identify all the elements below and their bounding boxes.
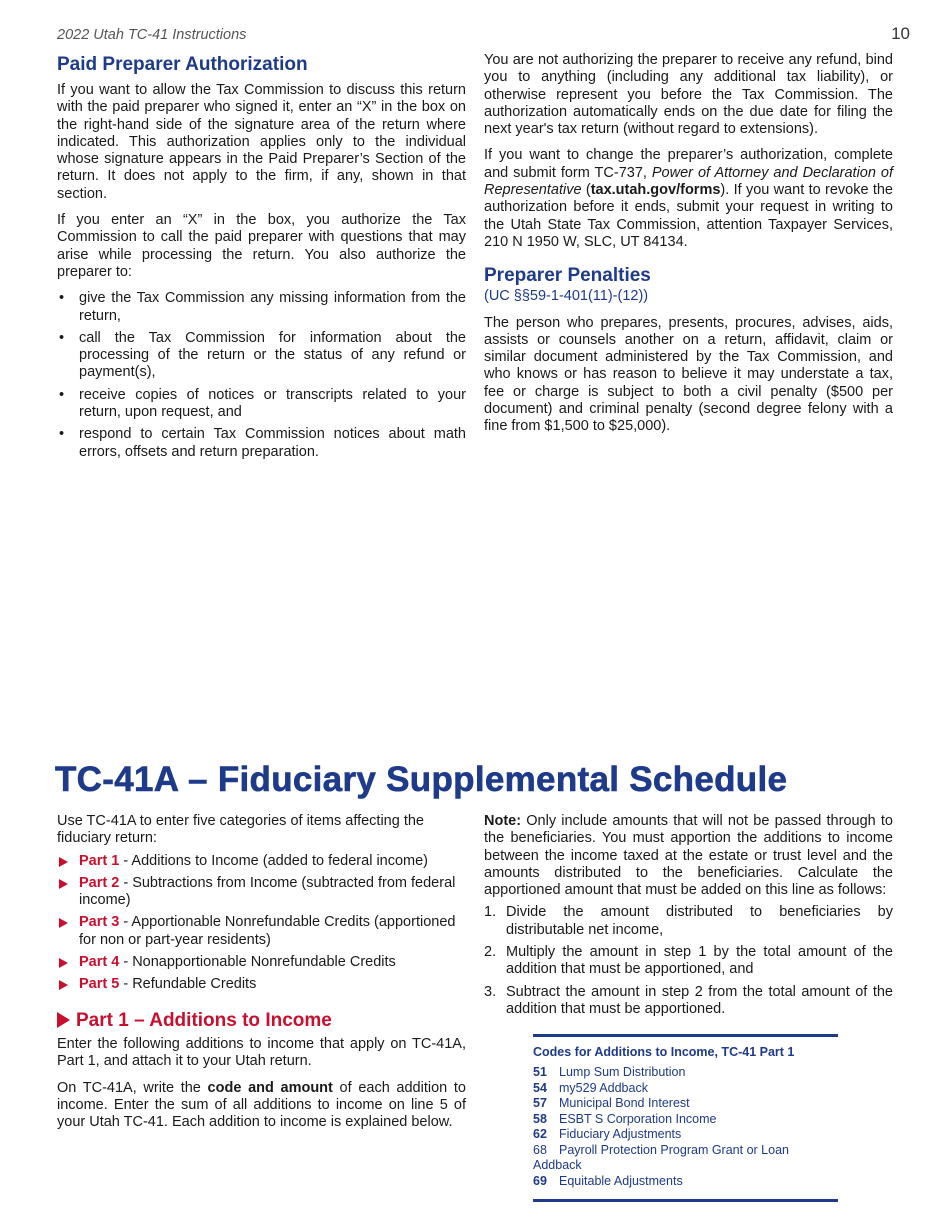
code-number: 58 (533, 1111, 547, 1126)
code-number: 62 (533, 1127, 547, 1141)
code-row (533, 1081, 838, 1097)
code-number: 57 (533, 1096, 547, 1110)
arrow-icon (59, 857, 68, 867)
list-item (484, 944, 893, 979)
part-label: Part 4 (79, 954, 120, 971)
code-label: Fiduciary Adjustments (559, 1127, 682, 1141)
list-item (484, 904, 893, 939)
code-number: 68 (533, 1142, 547, 1157)
code-label: Equitable Adjustments (559, 1173, 683, 1188)
right-top-column (484, 52, 893, 445)
code-row (533, 1143, 838, 1174)
codes-box (533, 1034, 838, 1202)
section-title: TC-41A – Fiduciary Supplemental Schedule (55, 760, 788, 799)
right-bottom-column (484, 813, 893, 1023)
codes-box-title: Codes for Additions to Income, TC-41 Part 1 (533, 1045, 795, 1059)
paragraph: The person who prepares, presents, procures, advises, aids, assists or counsels another on a return, affidavit, claim or similar document administered by the Tax Commission, and who knows or has reason to believe it may understate a tax, fee or charge is subject to both a civil penalty ($500 per document) and criminal penalty (second degree felony with a fine from $1,500 to $25,000). (484, 314, 893, 435)
paragraph: If you enter an “X” in the box, you authorize the Tax Commission to call the paid preparer with questions that may arise while processing the return. You also authorize the preparer to: (57, 212, 466, 280)
paragraph: You are not authorizing the preparer to receive any refund, bind you to anything (including any additional tax liability), or otherwise represent you before the Tax Commission. The authorization automatically ends on the due date for filing the next year's tax return (without regard to extensions). (484, 52, 893, 138)
list-item (57, 853, 466, 870)
forms-url: tax.utah.gov/forms (590, 182, 721, 199)
step-number: 2. (484, 944, 497, 961)
part-label: Part 1 (79, 852, 120, 869)
text-span: If you want to change the preparer’s authorization, complete and submit form TC-737, (484, 147, 893, 181)
document-header-title: 2022 Utah TC-41 Instructions (57, 27, 247, 43)
list-item (484, 984, 893, 1019)
arrow-icon (59, 879, 68, 889)
step-number: 3. (484, 983, 497, 1000)
list-item (57, 914, 466, 949)
authorization-bullet-list (57, 290, 466, 461)
part-label: Part 5 (79, 976, 120, 993)
code-row (533, 1065, 838, 1081)
part-text: - Nonapportionable Nonrefundable Credits (119, 954, 396, 971)
part-label: Part 2 (79, 874, 120, 891)
steps-list (484, 904, 893, 1018)
code-row (533, 1112, 838, 1128)
note-paragraph (484, 813, 893, 899)
text-span: On TC-41A, write the (57, 1079, 208, 1096)
paragraph (57, 1080, 466, 1132)
arrow-icon (59, 918, 68, 928)
list-item (57, 954, 466, 971)
preparer-penalties-heading: Preparer Penalties (484, 265, 651, 287)
part-text: - Subtractions from Income (subtracted from federal income) (79, 874, 456, 909)
list-item (57, 875, 466, 910)
code-row (533, 1127, 838, 1143)
note-text: Only include amounts that will not be passed through to the beneficiaries. You must apportion the additions to income between the income taxed at the estate or trust level and the amounts distributed to the beneficiaries. Calculate the apportioned amount that must be added on this line as follows: (484, 813, 893, 899)
list-item (57, 976, 466, 993)
part-label: Part 3 (79, 914, 120, 931)
code-label: ESBT S Corporation Income (559, 1111, 717, 1126)
code-label: Lump Sum Distribution (559, 1065, 686, 1079)
page-number: 10 (891, 24, 910, 43)
parts-list (57, 853, 466, 994)
list-item: • give the Tax Commission any missing information from the return, (57, 290, 466, 325)
left-top-column (57, 54, 466, 466)
text-span: of each addition to income. Enter the sum of all additions to income on line 5 of your Utah TC-41. Each addition to income is explained below. (57, 1079, 466, 1131)
step-text: Divide the amount distributed to beneficiaries by distributable net income, (506, 904, 893, 938)
part-text: - Additions to Income (added to federal income) (119, 852, 429, 869)
paragraph (484, 147, 893, 251)
step-text: Subtract the amount in step 2 from the total amount of the addition that must be apportioned. (506, 983, 893, 1017)
code-row (533, 1096, 838, 1112)
paid-preparer-heading: Paid Preparer Authorization (57, 54, 308, 75)
list-item: • receive copies of notices or transcripts related to your return, upon request, and (57, 387, 466, 422)
part1-heading (57, 1009, 466, 1031)
list-item: • call the Tax Commission for information about the processing of the return or the status of any refund or payment(s), (57, 330, 466, 382)
paragraph: If you want to allow the Tax Commission to discuss this return with the paid preparer who signed it, enter an “X” in the box on the right-hand side of the signature area of the return where indicated. This authorization applies only to the individual whose signature appears in the Paid Preparer’s Section of the return. It does not apply to the firm, if any, shown in that section. (57, 82, 466, 202)
part-text: - Refundable Credits (119, 976, 257, 993)
arrow-icon (59, 958, 68, 968)
list-item: • respond to certain Tax Commission notices about math errors, offsets and return preparation. (57, 426, 466, 461)
form-title-italic: Power of Attorney and Declaration of Representative (484, 164, 893, 199)
bold-text: code and amount (207, 1079, 333, 1096)
paragraph: Use TC-41A to enter five categories of items affecting the fiduciary return: (57, 813, 424, 847)
left-bottom-column (57, 813, 466, 1140)
code-label: my529 Addback (559, 1080, 648, 1095)
part-text: - Apportionable Nonrefundable Credits (apportioned for non or part-year residents) (79, 914, 456, 948)
code-number: 69 (533, 1173, 547, 1188)
text-span: ). If you want to revoke the authorization before it ends, submit your request in writing to the Utah State Tax Commission, attention Taxpayer Services, 210 N 1950 W, SLC, UT 84134. (484, 182, 893, 250)
step-number: 1. (484, 904, 497, 921)
text-span: ( (581, 182, 591, 199)
note-label: Note: (484, 813, 522, 829)
code-row (533, 1174, 838, 1190)
arrow-icon (59, 980, 68, 990)
code-number: 51 (533, 1065, 547, 1079)
code-label: Payroll Protection Program Grant or Loan Addback (533, 1142, 789, 1172)
arrow-icon (57, 1012, 70, 1028)
code-number: 54 (533, 1080, 547, 1095)
code-label: Municipal Bond Interest (559, 1096, 690, 1110)
paragraph: Enter the following additions to income that apply on TC-41A, Part 1, and attach it to your Utah return. (57, 1035, 466, 1070)
step-text: Multiply the amount in step 1 by the total amount of the addition that must be apportioned, and (506, 944, 893, 978)
statute-reference: (UC §§59-1-401(11)-(12)) (484, 288, 649, 305)
part1-heading-text: Part 1 – Additions to Income (76, 1009, 332, 1031)
